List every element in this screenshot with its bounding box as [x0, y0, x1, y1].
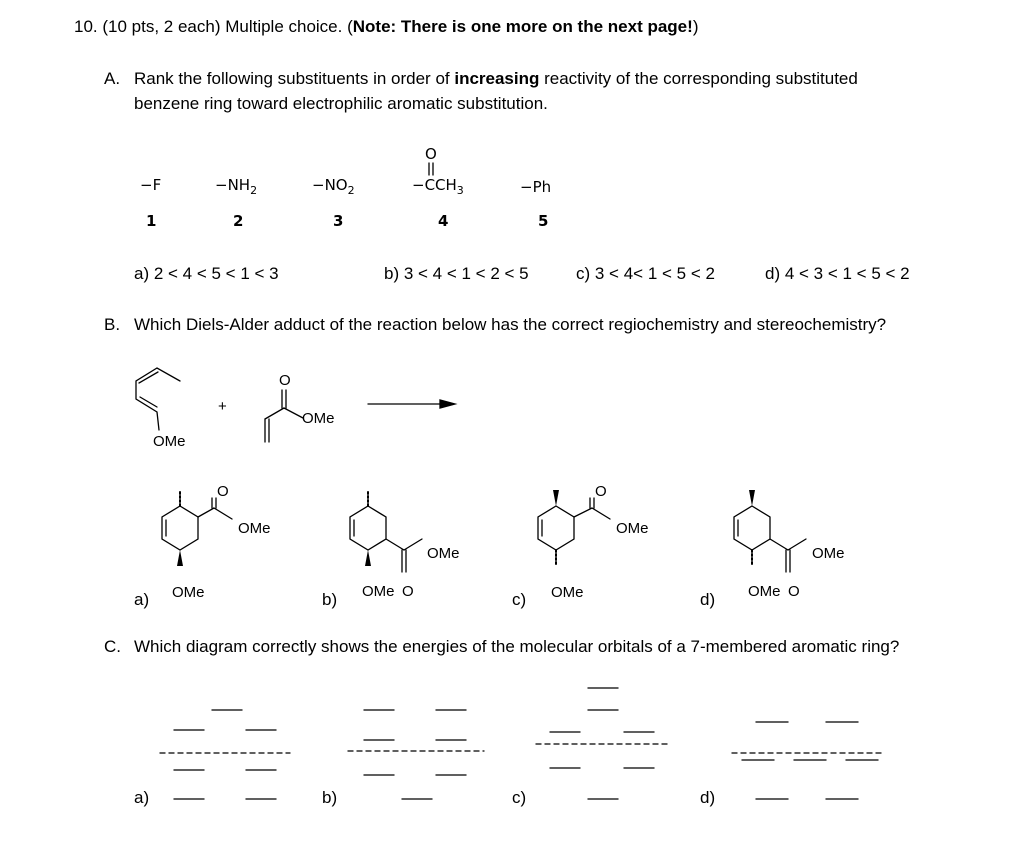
question-header: 10. (10 pts, 2 each) Multiple choice. (Note: There is one more on the next page!): [74, 17, 699, 36]
mo-diagram-b: [348, 710, 484, 799]
substituent-number-1: 1: [146, 212, 157, 230]
substituent-number-5: 5: [538, 212, 549, 230]
substituent-1: −F: [140, 176, 162, 194]
part-a-question-line2: benzene ring toward electrophilic aromatic substitution.: [134, 94, 548, 113]
substituent-4: $-CCH_3$: [412, 176, 464, 197]
product-c-oxygen: O: [595, 483, 607, 500]
part-a-choice-b[interactable]: b) 3 < 4 < 1 < 2 < 5: [384, 264, 529, 283]
mo-diagram-choice-b[interactable]: b): [322, 788, 338, 807]
substituent-number-3: 3: [333, 212, 344, 230]
diene-ome-label: OMe: [153, 433, 186, 450]
product-d-ome: OMe: [748, 583, 781, 600]
substituent-number-4: 4: [438, 212, 449, 230]
product-choice-c[interactable]: c): [512, 590, 527, 609]
product-d-structure: [734, 490, 806, 572]
dienophile-ome-label: OMe: [302, 410, 335, 427]
product-choice-d[interactable]: d): [700, 590, 716, 609]
mo-diagram-choice-a[interactable]: a): [134, 788, 150, 807]
substituent-3: $-NO_2$: [312, 176, 355, 197]
part-b-letter: B.: [104, 315, 121, 334]
product-a-oxygen: O: [217, 483, 229, 500]
product-b-oxygen: O: [402, 583, 414, 600]
mo-diagram-choice-d[interactable]: d): [700, 788, 716, 807]
reaction-arrow-head: [440, 400, 455, 408]
plus-sign: +: [218, 398, 227, 415]
part-a-choice-c[interactable]: c) 3 < 4< 1 < 5 < 2: [576, 264, 715, 283]
header-note: Note: There is one more on the next page!: [352, 17, 693, 36]
mo-diagram-d: [732, 722, 884, 799]
part-c-question: Which diagram correctly shows the energies of the molecular orbitals of a 7-membered aromatic ring?: [134, 637, 900, 656]
part-a-choice-d[interactable]: d) 4 < 3 < 1 < 5 < 2: [765, 264, 910, 283]
dienophile-structure: [265, 390, 303, 442]
product-a-ome-ester: OMe: [238, 520, 271, 537]
substituent-5: −Ph: [520, 178, 552, 196]
product-d-ome-ester: OMe: [812, 545, 845, 562]
substituent-4-oxygen: O: [425, 145, 437, 163]
product-a-structure: [162, 490, 232, 566]
product-choice-a[interactable]: a): [134, 590, 150, 609]
product-c-ome: OMe: [551, 584, 584, 601]
substituent-number-2: 2: [233, 212, 244, 230]
substituent-2: $-NH_2$: [215, 176, 258, 197]
product-d-oxygen: O: [788, 583, 800, 600]
part-a-question-line1: Rank the following substituents in order of increasing reactivity of the corresponding substituted: [134, 69, 858, 88]
product-b-ome: OMe: [362, 583, 395, 600]
product-b-structure: [350, 490, 422, 572]
product-c-structure: [538, 490, 610, 566]
part-a-choice-a[interactable]: a) 2 < 4 < 5 < 1 < 3: [134, 264, 279, 283]
part-a-letter: A.: [104, 69, 121, 88]
diene-structure: [136, 368, 180, 430]
product-b-ome-ester: OMe: [427, 545, 460, 562]
product-a-ome: OMe: [172, 584, 205, 601]
product-c-ome-ester: OMe: [616, 520, 649, 537]
mo-diagram-choice-c[interactable]: c): [512, 788, 527, 807]
mo-diagram-a: [160, 710, 290, 799]
dienophile-oxygen: O: [279, 372, 291, 389]
product-choice-b[interactable]: b): [322, 590, 338, 609]
part-c-letter: C.: [104, 637, 121, 656]
mo-diagram-c: [536, 688, 670, 799]
part-b-question: Which Diels-Alder adduct of the reaction below has the correct regiochemistry and stereochemistry?: [134, 315, 887, 334]
